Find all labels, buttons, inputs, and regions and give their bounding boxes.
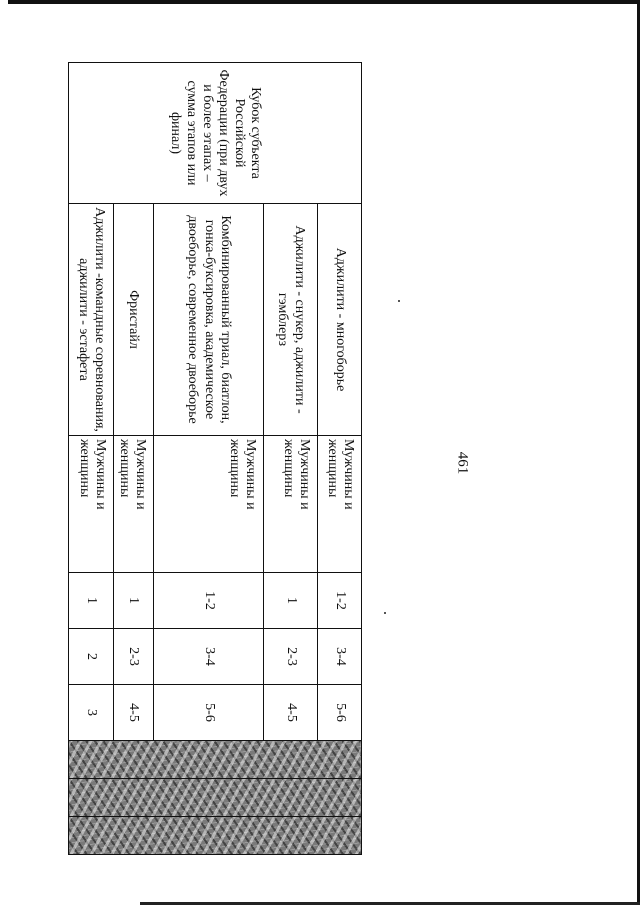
table-wrapper	[71, 62, 362, 854]
participants-cell: Мужчины и женщины	[318, 436, 362, 573]
value-cell: 2-3	[113, 629, 153, 685]
value-cell: 3-4	[154, 629, 264, 685]
value-cell: 2	[68, 629, 113, 685]
qualification-table	[68, 62, 362, 855]
shaded-cell	[68, 741, 361, 779]
discipline-cell: Комбинированный триал, биатлон, гонка-буксировка, академическое двоеборье, современное двоеборье	[154, 204, 264, 436]
discipline-cell: Аджилити - снукер, аджилити - гэмблерз	[264, 204, 318, 436]
value-cell: 1-2	[154, 573, 264, 629]
value-cell: 1	[68, 573, 113, 629]
discipline-cell: Аджилити -командные соревнования, аджилити - эстафета	[68, 204, 113, 436]
value-cell: 2-3	[264, 629, 318, 685]
competition-cell: Кубок субъекта Российской Федерации (при двух и более этапах – сумма этапов или финал)	[68, 63, 361, 204]
page-number-text: 461	[454, 451, 471, 475]
value-cell: 1	[264, 573, 318, 629]
rotated-table-container	[71, 62, 362, 854]
participants-cell: Мужчины и женщины	[113, 436, 153, 573]
value-cell: 4-5	[264, 685, 318, 741]
table-row	[318, 63, 362, 855]
value-cell: 4-5	[113, 685, 153, 741]
participants-cell: Мужчины и женщины	[154, 436, 264, 573]
value-cell: 3-4	[318, 629, 362, 685]
scan-edge	[8, 0, 638, 4]
value-cell: 1	[113, 573, 153, 629]
value-cell: 5-6	[318, 685, 362, 741]
value-cell: 3	[68, 685, 113, 741]
participants-cell: Мужчины и женщины	[68, 436, 113, 573]
shaded-cell	[68, 817, 361, 855]
value-cell: 1-2	[318, 573, 362, 629]
scan-speck	[384, 612, 386, 614]
discipline-cell: Фристайл	[113, 204, 153, 436]
shaded-cell	[68, 779, 361, 817]
value-cell: 5-6	[154, 685, 264, 741]
scan-speck	[398, 300, 400, 302]
page-number	[454, 448, 471, 478]
discipline-cell: Аджилити - многоборье	[318, 204, 362, 436]
participants-cell: Мужчины и женщины	[264, 436, 318, 573]
